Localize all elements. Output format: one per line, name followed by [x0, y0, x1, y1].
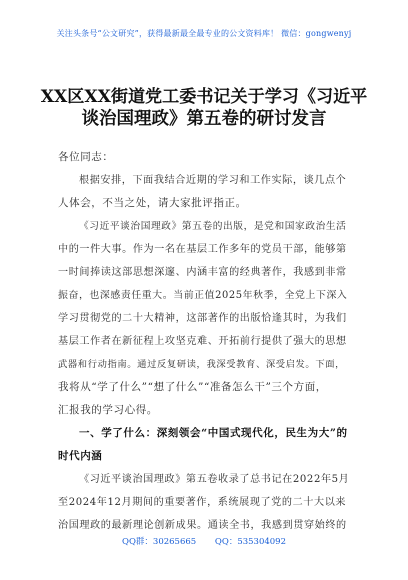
paragraph-line: 汇报我的学习心得。: [58, 404, 158, 416]
title-line-2: 谈治国理政》第五卷的研讨发言: [81, 109, 327, 129]
paragraph-line: 《习近平谈治国理政》第五卷的出版，是党和国家政治生活: [79, 221, 347, 232]
footer-contact: [0, 535, 408, 547]
paragraph-line: 我将从“学了什么”“想了什么”“准备怎么干”三个方面，: [58, 381, 327, 393]
footer-qq-group: QQ群：30265665: [121, 537, 197, 547]
header-note: 关注头条号“公文研究”，获得最新最全最专业的公文资料库！ 微信：gongwenyj: [56, 29, 352, 38]
paragraph-line: 中的一件大事。作为一名在基层工作多年的党员干部，能够第: [58, 244, 347, 255]
section-heading: 一、学了什么：深刻领会“中国式现代化，民生为大”的: [79, 427, 348, 439]
document-body: [58, 146, 350, 537]
paragraph-line: 至2024年12月期间的重要著作，系统展现了党的二十大以来: [58, 497, 347, 508]
section-heading: 时代内涵: [58, 450, 103, 462]
paragraph-line: 治国理政的最新理论创新成果。通读全书，我感到贯穿始终的: [58, 520, 347, 531]
title-line-1: XX区XX街道党工委书记关于学习《习近平: [40, 87, 368, 107]
paragraph-line: 《习近平谈治国理政》第五卷收录了总书记在2022年5月: [79, 474, 350, 485]
paragraph-line: 振奋，也深感责任重大。当前正值2025年秋季，全党上下深入: [58, 290, 348, 301]
paragraph-line: 人体会，不当之处，请大家批评指正。: [58, 197, 247, 209]
paragraph-line: 学习贯彻党的二十大精神，这部著作的出版恰逢其时，为我们: [58, 313, 347, 324]
salutation: 各位同志：: [58, 151, 114, 163]
footer-qq: QQ：535304092: [214, 537, 286, 547]
paragraph-line: 基层工作者在新征程上攻坚克难、开拓前行提供了强大的思想: [58, 336, 347, 347]
paragraph-line: 武器和行动指南。通过反复研读，我深受教育、深受启发。下面，: [58, 359, 346, 370]
document-title: [40, 86, 368, 130]
paragraph-line: 根据安排，下面我结合近期的学习和工作实际，谈几点个: [79, 175, 347, 186]
paragraph-line: 一时间捧读这部思想深邃、内涵丰富的经典著作，我感到非常: [58, 267, 347, 278]
